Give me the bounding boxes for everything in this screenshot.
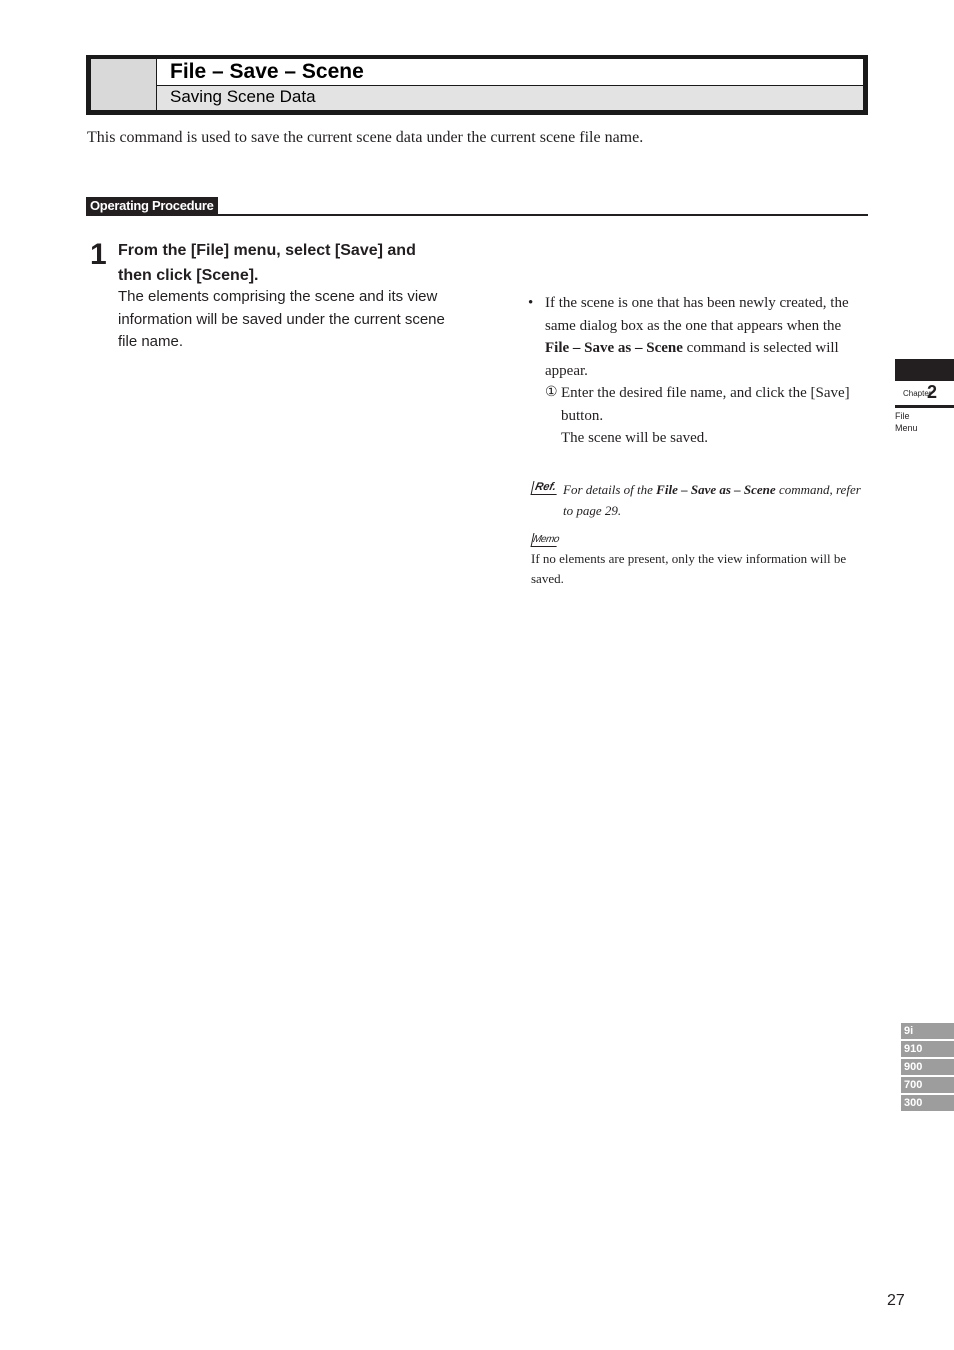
bullet-note-pre: If the scene is one that has been newly created, the same dialog box as the one that appears when the: [545, 295, 849, 334]
chapter-label: Chapter: [903, 389, 932, 398]
chapter-number: 2: [927, 382, 938, 402]
model-tabs: [901, 1023, 954, 1113]
section-header-marker: [91, 59, 156, 110]
reference-note: [563, 479, 867, 521]
page-number: 27: [887, 1292, 905, 1309]
chapter-tab-rule: [895, 405, 954, 408]
model-tab-900: 900: [901, 1059, 954, 1075]
section-subtitle: Saving Scene Data: [170, 87, 316, 106]
chapter-menu-line2: Menu: [895, 423, 918, 433]
step-heading-line1: From the [File] menu, select [Save] and: [118, 242, 416, 259]
sub-step-text: [561, 382, 861, 450]
step-description: The elements comprising the scene and its view information will be saved under the current scene file name.: [118, 288, 445, 350]
sub-step-marker: ①: [545, 385, 558, 400]
chapter-menu-name: [895, 410, 945, 434]
step-heading-line2: then click [Scene].: [118, 267, 259, 284]
model-tab-300: 300: [901, 1095, 954, 1111]
reference-icon: Ref.: [531, 481, 560, 495]
sub-step-line1: Enter the desired file name, and click the [Save] button.: [561, 385, 850, 424]
memo-note: If no elements are present, only the view information will be saved.: [531, 551, 847, 586]
step-number: 1: [90, 238, 107, 271]
section-title: File – Save – Scene: [170, 60, 364, 83]
reference-post: command, refer to page 29.: [563, 482, 861, 518]
model-tab-9i: 9i: [901, 1023, 954, 1039]
step-heading: [118, 238, 463, 288]
bullet-note-command: File – Save as – Scene: [545, 340, 683, 356]
model-tab-910: 910: [901, 1041, 954, 1057]
procedure-label: Operating Procedure: [86, 197, 218, 215]
sub-step-line2: The scene will be saved.: [561, 430, 709, 446]
model-tab-700: 700: [901, 1077, 954, 1093]
bullet-marker: •: [528, 295, 534, 311]
intro-paragraph: This command is used to save the current scene data under the current scene file name.: [87, 129, 644, 146]
chapter-tab-block: [895, 359, 954, 381]
chapter-menu-line1: File: [895, 411, 910, 421]
reference-command: File – Save as – Scene: [656, 482, 776, 497]
procedure-divider: [86, 214, 868, 216]
bullet-note: [545, 292, 867, 382]
memo-icon: Memo: [531, 534, 561, 545]
bullet-note-post: command is selected will appear.: [545, 340, 839, 379]
reference-pre: For details of the: [563, 482, 653, 497]
